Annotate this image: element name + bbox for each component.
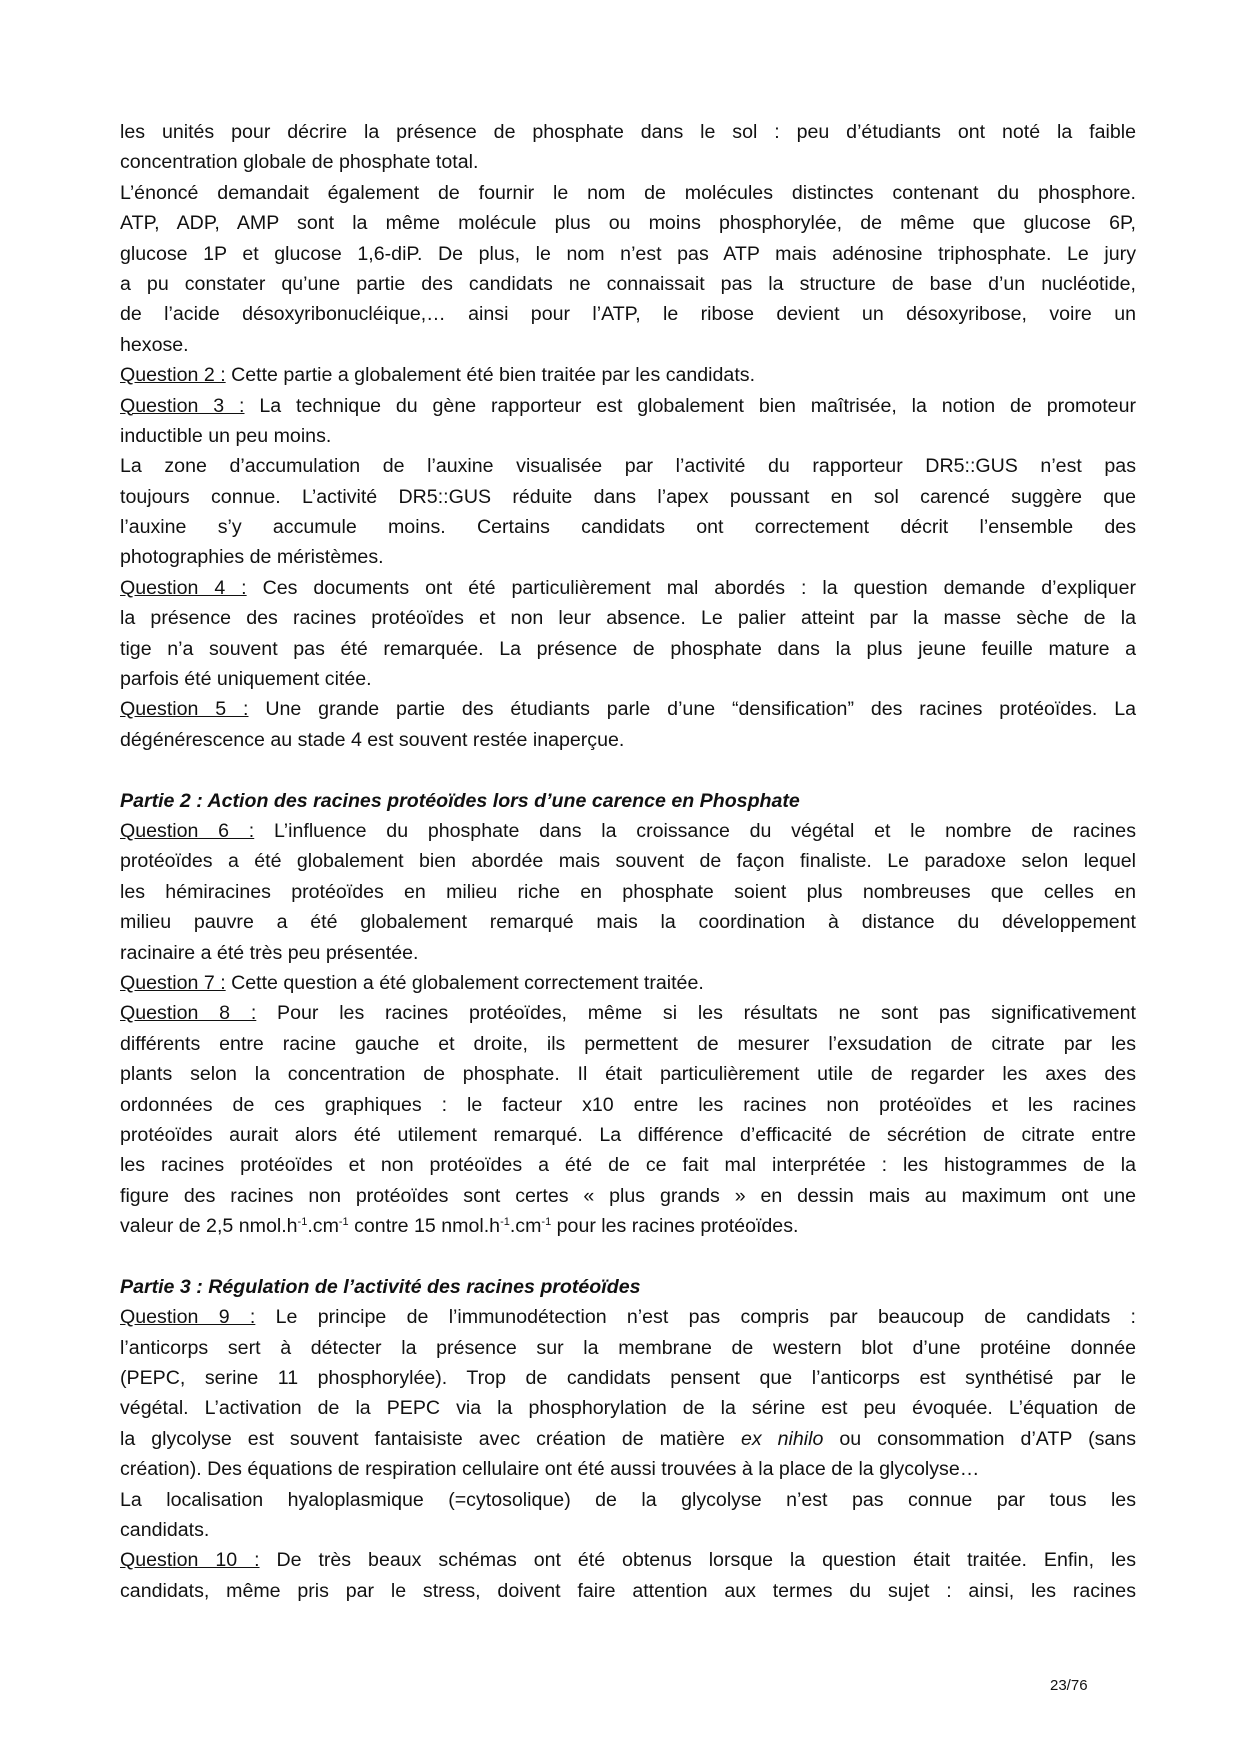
line-text: Ces documents ont été particulièrement mal abordés : la question demande d’expliquer: [246, 576, 1136, 599]
question-label: Question 3 :: [120, 394, 245, 417]
text-line: [120, 1424, 1136, 1454]
section-heading: Partie 3 : Régulation de l’activité des racines protéoïdes: [120, 1275, 641, 1298]
line-text: La zone d’accumulation de l’auxine visualisée par l’activité du rapporteur DR5::GUS n’est pas: [120, 455, 1136, 478]
line-text: dégénérescence au stade 4 est souvent restée inaperçue.: [120, 728, 625, 751]
superscript-text: -1: [500, 1216, 510, 1229]
line-text: ordonnées de ces graphiques : le facteur x10 entre les racines non protéoïdes et les racines: [120, 1093, 1136, 1116]
question-label: Question 10 :: [120, 1549, 260, 1572]
text-line: [120, 1090, 1136, 1120]
text-line: [120, 573, 1136, 603]
line-text: Cette partie a globalement été bien traitée par les candidats.: [225, 364, 756, 387]
question-paragraph: [120, 1302, 1136, 1484]
line-text: la présence des racines protéoïdes et non leur absence. Le palier atteint par la masse sèche de la: [120, 607, 1136, 630]
text-line: [120, 816, 1136, 846]
line-text: l’auxine s’y accumule moins. Certains candidats ont correctement décrit l’ensemble des: [120, 516, 1136, 539]
paragraph: [120, 1485, 1136, 1546]
line-text: l’anticorps sert à détecter la présence sur la membrane de western blot d’une protéine donnée: [120, 1336, 1136, 1359]
line-text: .cm: [307, 1215, 339, 1238]
line-text: figure des racines non protéoïdes sont certes « plus grands » en dessin mais au maximum ont une: [120, 1184, 1136, 1207]
text-line: [120, 269, 1136, 299]
line-text: candidats, même pris par le stress, doivent faire attention aux termes du sujet : ainsi, les racines: [120, 1579, 1136, 1602]
document-body: [120, 117, 1136, 1606]
text-line: [120, 1576, 1136, 1606]
text-line: [120, 1181, 1136, 1211]
line-text: La technique du gène rapporteur est globalement bien maîtrisée, la notion de promoteur: [244, 394, 1136, 417]
line-text: contre 15 nmol.h: [348, 1215, 501, 1238]
text-line: [120, 998, 1136, 1028]
text-line: [120, 603, 1136, 633]
text-line: [120, 512, 1136, 542]
line-text: Le principe de l’immunodétection n’est pas compris par beaucoup de candidats :: [255, 1306, 1136, 1329]
line-text: Une grande partie des étudiants parle d’une “densification” des racines protéoïdes. La: [248, 698, 1136, 721]
text-line: [120, 1150, 1136, 1180]
line-text: candidats.: [120, 1518, 210, 1541]
line-text: pour les racines protéoïdes.: [551, 1215, 799, 1238]
text-line: [120, 1059, 1136, 1089]
text-line: [120, 877, 1136, 907]
line-text: plants selon la concentration de phosphate. Il était particulièrement utile de regarder les axes des: [120, 1063, 1136, 1086]
line-text: toujours connue. L’activité DR5::GUS réduite dans l’apex poussant en sol carencé suggère que: [120, 485, 1136, 508]
question-paragraph: [120, 968, 1136, 998]
text-line: [120, 725, 1136, 755]
line-text: Cette question a été globalement correctement traitée.: [225, 971, 704, 994]
text-line: [120, 421, 1136, 451]
blank-line: [120, 1241, 1136, 1271]
text-line: [120, 482, 1136, 512]
text-line: [120, 1029, 1136, 1059]
text-line: [120, 360, 1136, 390]
text-line: [120, 1363, 1136, 1393]
text-line: [120, 634, 1136, 664]
text-line: [120, 1120, 1136, 1150]
question-label: Question 8 :: [120, 1002, 257, 1025]
question-paragraph: [120, 391, 1136, 452]
superscript-text: -1: [541, 1216, 552, 1229]
text-line: [120, 1515, 1136, 1545]
line-text: glucose 1P et glucose 1,6-diP. De plus, le nom n’est pas ATP mais adénosine triphosphate. Le jury: [120, 242, 1136, 265]
text-line: [120, 542, 1136, 572]
text-line: [120, 1545, 1136, 1575]
line-text: De très beaux schémas ont été obtenus lorsque la question était traitée. Enfin, les: [259, 1549, 1136, 1572]
line-text: racinaire a été très peu présentée.: [120, 941, 419, 964]
text-line: [120, 178, 1136, 208]
line-text: photographies de méristèmes.: [120, 546, 384, 569]
text-line: [120, 846, 1136, 876]
line-text: La localisation hyaloplasmique (=cytosolique) de la glycolyse n’est pas connue par tous les: [120, 1488, 1136, 1511]
text-line: [120, 1211, 1136, 1241]
text-line: [120, 1393, 1136, 1423]
question-label: Question 5 :: [120, 698, 249, 721]
text-line: [120, 330, 1136, 360]
blank-line: [120, 755, 1136, 785]
line-text: valeur de 2,5 nmol.h: [120, 1215, 298, 1238]
line-text: concentration globale de phosphate total.: [120, 151, 479, 174]
text-line: [120, 117, 1136, 147]
line-text: Pour les racines protéoïdes, même si les résultats ne sont pas significativement: [256, 1002, 1137, 1025]
paragraph: [120, 117, 1136, 178]
line-text: inductible un peu moins.: [120, 424, 332, 447]
question-label: Question 4 :: [120, 576, 247, 599]
text-line: [120, 147, 1136, 177]
line-text: protéoïdes aurait alors été utilement remarqué. La différence d’efficacité de sécrétion de citrate entre: [120, 1123, 1136, 1146]
text-line: [120, 391, 1136, 421]
question-paragraph: [120, 1545, 1136, 1606]
text-line: [120, 208, 1136, 238]
line-text: (PEPC, serine 11 phosphorylée). Trop de candidats pensent que l’anticorps est synthétisé par le: [120, 1367, 1136, 1390]
question-paragraph: [120, 360, 1136, 390]
question-paragraph: [120, 816, 1136, 968]
line-text: a pu constater qu’une partie des candidats ne connaissait pas la structure de base d’un nucléotide,: [120, 272, 1136, 295]
line-text: ou consommation d’ATP (sans: [823, 1427, 1136, 1450]
line-text: L’énoncé demandait également de fournir le nom de molécules distinctes contenant du phosphore.: [120, 181, 1136, 204]
line-text: les racines protéoïdes et non protéoïdes a été de ce fait mal interprétée : les histogrammes de la: [120, 1154, 1136, 1177]
line-text: tige n’a souvent pas été remarquée. La présence de phosphate dans la plus jeune feuille mature a: [120, 637, 1136, 660]
text-line: [120, 664, 1136, 694]
text-line: [120, 1302, 1136, 1332]
line-text: milieu pauvre a été globalement remarqué mais la coordination à distance du développement: [120, 911, 1136, 934]
line-text: différents entre racine gauche et droite, ils permettent de mesurer l’exsudation de citrate par les: [120, 1032, 1136, 1055]
question-paragraph: [120, 998, 1136, 1241]
line-text: .cm: [509, 1215, 542, 1238]
italic-text: ex nihilo: [740, 1427, 824, 1450]
line-text: création). Des équations de respiration cellulaire ont été aussi trouvées à la place de la glycolyse…: [120, 1458, 980, 1481]
question-label: Question 6 :: [120, 819, 255, 842]
line-text: hexose.: [120, 333, 189, 356]
text-line: [120, 938, 1136, 968]
line-text: la glycolyse est souvent fantaisiste avec création de matière: [120, 1427, 741, 1450]
text-line: [120, 299, 1136, 329]
text-line: [120, 239, 1136, 269]
text-line: [120, 968, 1136, 998]
line-text: parfois été uniquement citée.: [120, 668, 372, 691]
line-text: protéoïdes a été globalement bien abordée mais souvent de façon finaliste. Le paradoxe selon lequel: [120, 850, 1136, 873]
text-line: [120, 1333, 1136, 1363]
section-heading: Partie 2 : Action des racines protéoïdes lors d’une carence en Phosphate: [120, 789, 800, 812]
line-text: ATP, ADP, AMP sont la même molécule plus ou moins phosphorylée, de même que glucose 6P,: [120, 212, 1136, 235]
line-text: les unités pour décrire la présence de phosphate dans le sol : peu d’étudiants ont noté la faible: [120, 121, 1136, 143]
superscript-text: -1: [297, 1216, 308, 1229]
line-text: L’influence du phosphate dans la croissance du végétal et le nombre de racines: [254, 819, 1136, 842]
question-label: Question 9 :: [120, 1306, 256, 1329]
text-line: [120, 1485, 1136, 1515]
line-text: de l’acide désoxyribonucléique,… ainsi pour l’ATP, le ribose devient un désoxyribose, voire un: [120, 303, 1136, 326]
question-label: Question 7 :: [120, 971, 226, 994]
question-label: Question 2 :: [120, 364, 226, 387]
line-text: végétal. L’activation de la PEPC via la phosphorylation de la sérine est peu évoquée. L’équation de: [120, 1397, 1136, 1420]
line-text: les hémiracines protéoïdes en milieu riche en phosphate soient plus nombreuses que celles en: [120, 880, 1136, 903]
superscript-text: -1: [338, 1216, 349, 1229]
paragraph: [120, 178, 1136, 360]
paragraph: [120, 451, 1136, 573]
text-line: [120, 451, 1136, 481]
text-line: [120, 694, 1136, 724]
page-number: 23/76: [1050, 1677, 1088, 1694]
text-line: [120, 907, 1136, 937]
text-line: [120, 1454, 1136, 1484]
question-paragraph: [120, 694, 1136, 755]
question-paragraph: [120, 573, 1136, 695]
